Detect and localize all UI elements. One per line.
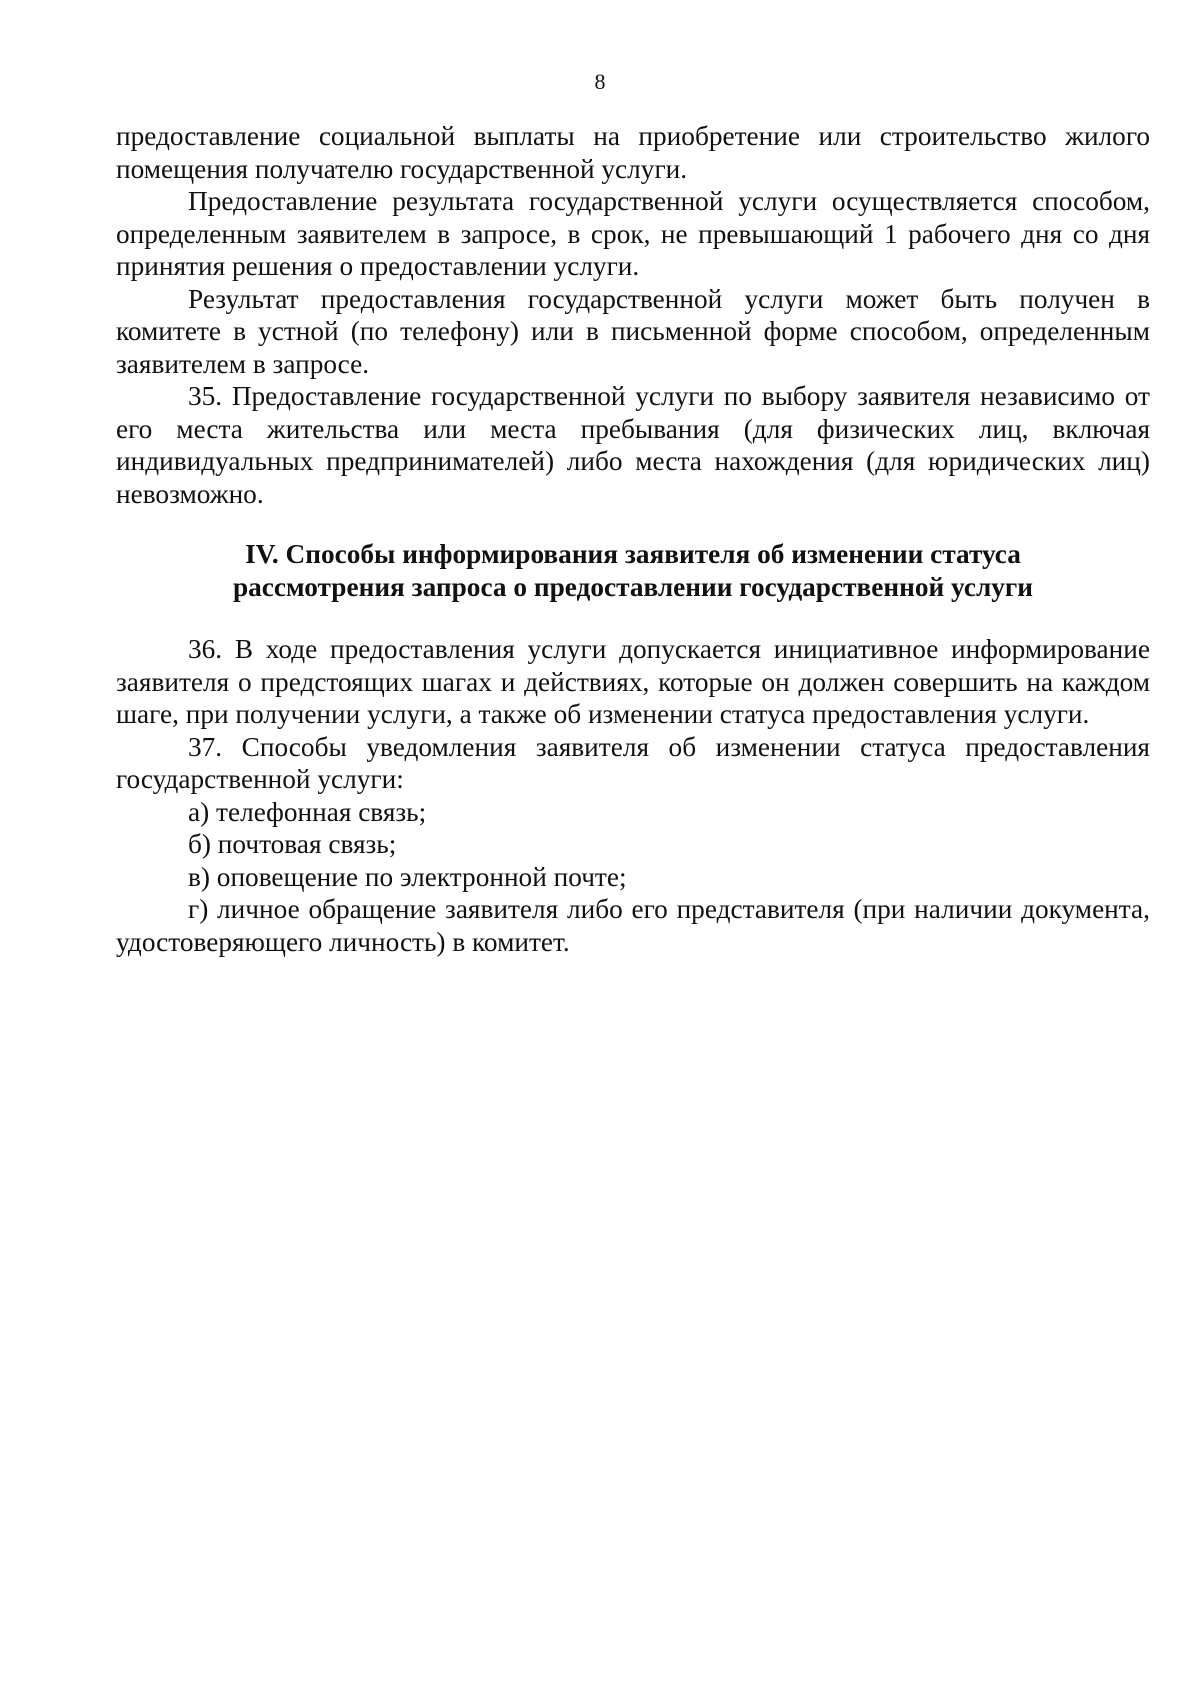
paragraph-35: 35. Предоставление государственной услуги по выбору заявителя независимо от его места жительства или места пребывания (для физических лиц, включая индивидуальных предпринимателей) либо места нахождения (для юридических лиц) невозможно. — [116, 381, 1150, 509]
section-heading-line-1: IV. Способы информирования заявителя об изменении статуса — [245, 539, 1021, 569]
paragraph-continuation: предоставление социальной выплаты на приобретение или строительство жилого помещения получателю государственной услуги. — [116, 121, 1150, 184]
paragraph-result-receipt: Результат предоставления государственной услуги может быть получен в комитете в устной (по телефону) или в письменной форме способом, определенным заявителем в запросе. — [116, 283, 1150, 379]
paragraph-result-delivery: Предоставление результата государственной услуги осуществляется способом, определенным заявителем в запросе, в срок, не превышающий 1 рабочего дня со дня принятия решения о предоставлении услуги. — [116, 186, 1150, 281]
list-item-a: а) телефонная связь; — [188, 796, 427, 827]
section-heading-line-2: рассмотрения запроса о предоставлении государственной услуги — [232, 571, 1034, 602]
page-number: 8 — [594, 69, 606, 94]
paragraph-36: 36. В ходе предоставления услуги допускается инициативное информирование заявителя о предстоящих шагах и действиях, которые он должен совершить на каждом шаге, при получении услуги, а также об изменении статуса предоставления услуги. — [116, 634, 1150, 729]
list-item-v: в) оповещение по электронной почте; — [188, 861, 627, 892]
list-item-g: г) личное обращение заявителя либо его представителя (при наличии документа, удостоверяющего личность) в комитет. — [116, 894, 1150, 957]
document-body — [116, 120, 1150, 958]
section-heading — [116, 538, 1150, 603]
paragraph-37: 37. Способы уведомления заявителя об изменении статуса предоставления государственной услуги: — [116, 731, 1150, 794]
list-item-b: б) почтовая связь; — [188, 829, 397, 859]
